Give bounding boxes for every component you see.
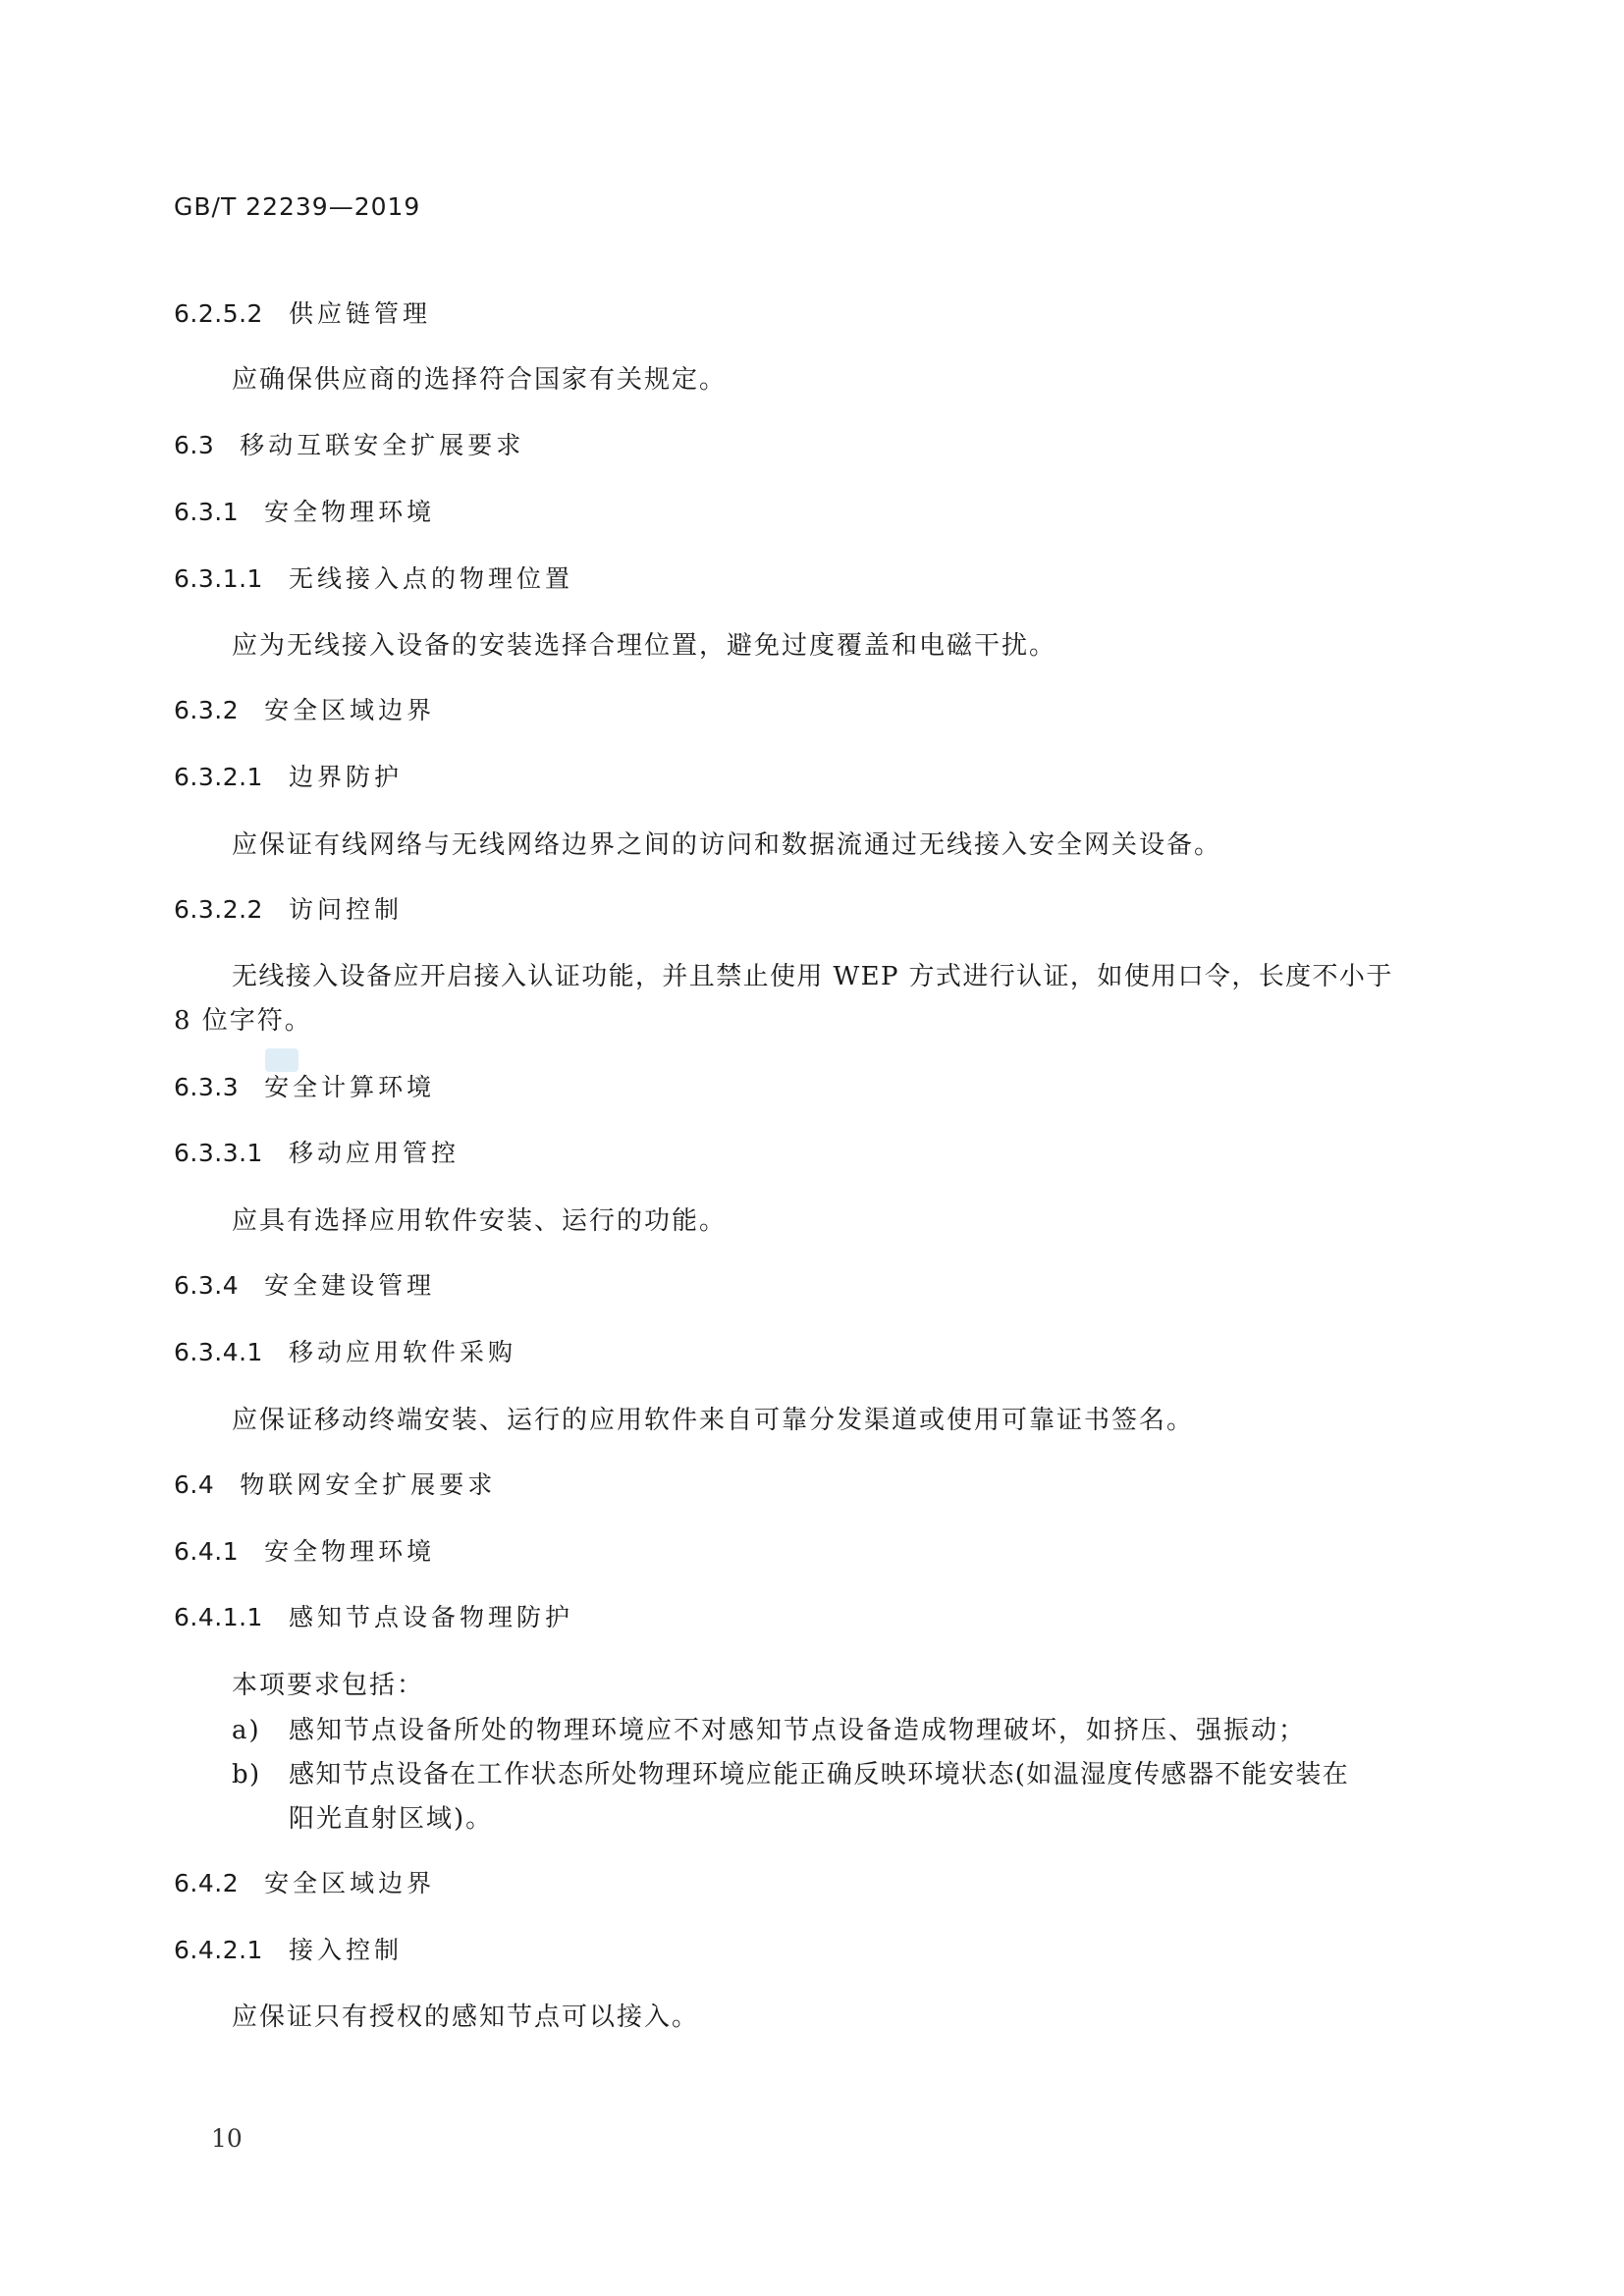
heading-title: 安全区域边界 bbox=[264, 696, 436, 724]
heading-6-3-2-2 bbox=[174, 890, 403, 926]
heading-title: 边界防护 bbox=[288, 763, 403, 791]
paragraph: 应具有选择应用软件安装、运行的功能。 bbox=[232, 1206, 728, 1236]
heading-title: 移动互联安全扩展要求 bbox=[240, 431, 525, 459]
list-item bbox=[232, 1710, 1306, 1746]
list-item bbox=[232, 1754, 1349, 1790]
list-marker: a) bbox=[232, 1716, 261, 1745]
heading-number: 6.3.2.2 bbox=[174, 895, 263, 924]
heading-6-3-2-1 bbox=[174, 758, 403, 793]
list-marker: b) bbox=[232, 1760, 261, 1789]
heading-title: 访问控制 bbox=[288, 895, 403, 924]
heading-title: 供应链管理 bbox=[288, 299, 431, 328]
heading-title: 无线接入点的物理位置 bbox=[288, 564, 573, 593]
heading-number: 6.4.2 bbox=[174, 1869, 240, 1897]
heading-number: 6.3.2.1 bbox=[174, 763, 263, 791]
paragraph: 应保证有线网络与无线网络边界之间的访问和数据流通过无线接入安全网关设备。 bbox=[232, 830, 1222, 860]
heading-6-3-1 bbox=[174, 493, 435, 528]
paragraph-continuation: 8 位字符。 bbox=[174, 1006, 312, 1036]
paragraph: 无线接入设备应开启接入认证功能，并且禁止使用 WEP 方式进行认证，如使用口令，长度不小于 bbox=[232, 962, 1393, 991]
heading-title: 安全区域边界 bbox=[264, 1869, 436, 1897]
heading-title: 接入控制 bbox=[288, 1936, 403, 1964]
heading-number: 6.3 bbox=[174, 431, 215, 459]
heading-number: 6.4 bbox=[174, 1470, 215, 1499]
heading-number: 6.3.4 bbox=[174, 1271, 240, 1300]
heading-6-2-5-2 bbox=[174, 294, 431, 330]
heading-6-3-4 bbox=[174, 1266, 435, 1302]
heading-6-3-3-1 bbox=[174, 1134, 460, 1169]
paragraph: 应保证只有授权的感知节点可以接入。 bbox=[232, 2002, 700, 2032]
list-item-text: 感知节点设备在工作状态所处物理环境应能正确反映环境状态(如温湿度传感器不能安装在 bbox=[289, 1760, 1350, 1789]
heading-title: 感知节点设备物理防护 bbox=[288, 1603, 573, 1631]
list-item-text: 感知节点设备所处的物理环境应不对感知节点设备造成物理破坏，如挤压、强振动； bbox=[289, 1716, 1307, 1745]
heading-title: 安全建设管理 bbox=[264, 1271, 436, 1300]
heading-6-4-2-1 bbox=[174, 1931, 403, 1966]
heading-6-3-3 bbox=[174, 1068, 435, 1103]
heading-number: 6.3.3.1 bbox=[174, 1139, 263, 1167]
heading-title: 安全计算环境 bbox=[264, 1073, 436, 1101]
heading-number: 6.2.5.2 bbox=[174, 299, 263, 328]
paragraph: 应为无线接入设备的安装选择合理位置，避免过度覆盖和电磁干扰。 bbox=[232, 631, 1057, 661]
heading-number: 6.3.1 bbox=[174, 498, 240, 526]
list-intro: 本项要求包括： bbox=[232, 1671, 425, 1700]
heading-title: 安全物理环境 bbox=[264, 1537, 436, 1566]
heading-title: 移动应用管控 bbox=[288, 1139, 460, 1167]
paragraph: 应确保供应商的选择符合国家有关规定。 bbox=[232, 365, 728, 395]
heading-6-3-4-1 bbox=[174, 1333, 516, 1368]
list-item-continuation: 阳光直射区域)。 bbox=[289, 1804, 494, 1834]
heading-6-4-2 bbox=[174, 1864, 435, 1899]
heading-6-3-1-1 bbox=[174, 560, 573, 595]
heading-title: 移动应用软件采购 bbox=[288, 1338, 516, 1366]
heading-title: 物联网安全扩展要求 bbox=[240, 1470, 497, 1499]
heading-number: 6.3.4.1 bbox=[174, 1338, 263, 1366]
paragraph: 应保证移动终端安装、运行的应用软件来自可靠分发渠道或使用可靠证书签名。 bbox=[232, 1406, 1195, 1435]
heading-6-4-1-1 bbox=[174, 1598, 573, 1633]
page-number: 10 bbox=[211, 2124, 243, 2153]
heading-6-4 bbox=[174, 1466, 496, 1501]
heading-number: 6.3.3 bbox=[174, 1073, 240, 1101]
heading-number: 6.4.2.1 bbox=[174, 1936, 263, 1964]
heading-title: 安全物理环境 bbox=[264, 498, 436, 526]
heading-number: 6.4.1 bbox=[174, 1537, 240, 1566]
heading-number: 6.3.1.1 bbox=[174, 564, 263, 593]
heading-number: 6.3.2 bbox=[174, 696, 240, 724]
heading-6-3-2 bbox=[174, 691, 435, 726]
heading-6-4-1 bbox=[174, 1532, 435, 1568]
standard-code-header: GB/T 22239—2019 bbox=[174, 192, 421, 221]
heading-6-3 bbox=[174, 426, 524, 461]
heading-number: 6.4.1.1 bbox=[174, 1603, 263, 1631]
